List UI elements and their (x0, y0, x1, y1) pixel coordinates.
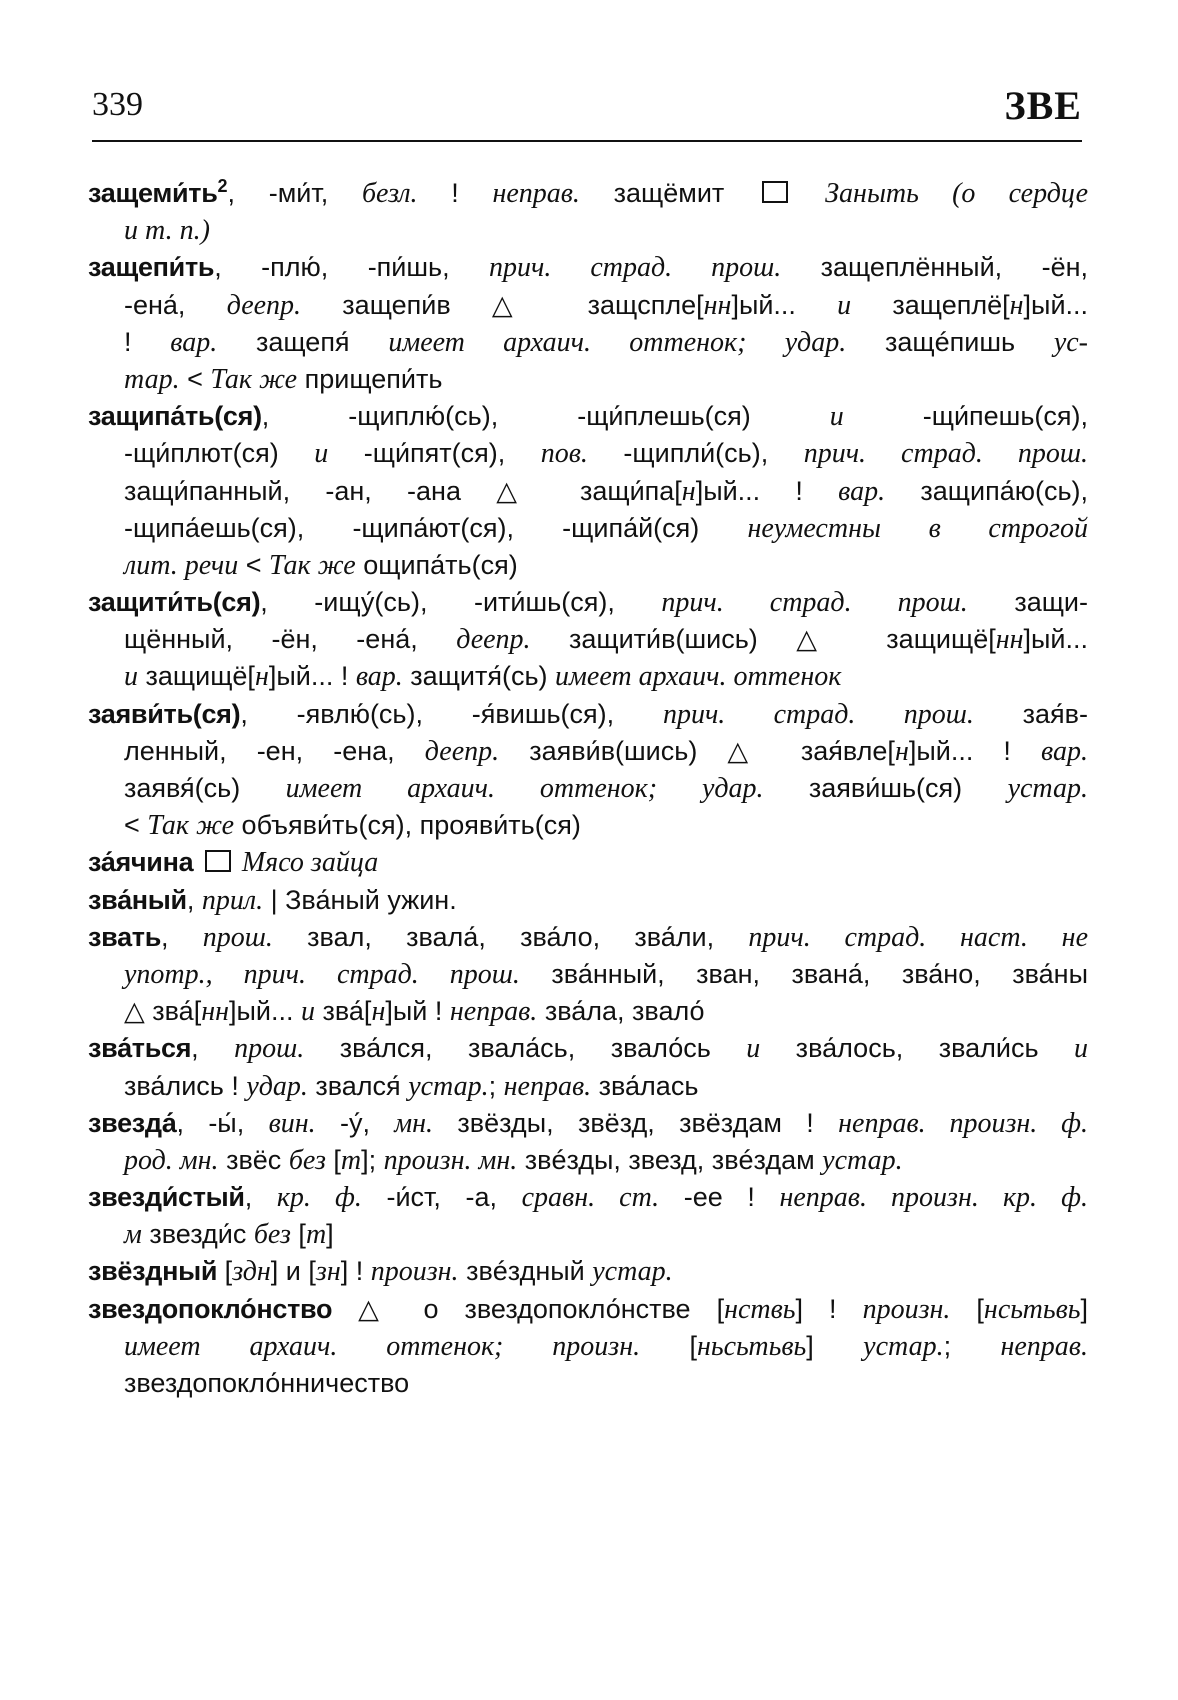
entry-text: -у́, (315, 1107, 395, 1138)
italic-note: здн (232, 1256, 271, 1288)
entry-text: -щи́пят(ся), (328, 438, 541, 469)
entry-text: ! (124, 326, 171, 357)
entry-text: звезди́с (141, 1219, 254, 1250)
italic-note: неправ. (492, 178, 580, 209)
italic-note: деепр. (226, 289, 302, 321)
definition-box-icon (205, 850, 231, 872)
entry-text (193, 847, 201, 877)
italic-note: т (305, 1219, 327, 1251)
entry-text: △ зва́[ (124, 996, 202, 1027)
entry-text: -ена́, (124, 289, 227, 320)
italic-note: вар. (838, 475, 886, 507)
entry-text: [ (950, 1293, 984, 1324)
italic-note: прил. (201, 884, 264, 916)
italic-note: устар. (1007, 773, 1088, 804)
entry-text: звался́ (307, 1070, 409, 1101)
italic-note: прич. страд. прош. (661, 587, 968, 619)
headword: защити́ть(ся) (88, 587, 261, 618)
headword: звезда́ (88, 1107, 177, 1138)
italic-note: прич. страд. наст. не (748, 921, 1088, 953)
italic-note: мн. (394, 1107, 434, 1139)
headword: зва́ться (88, 1033, 192, 1064)
entry-text: ] (806, 1330, 864, 1361)
dictionary-entry (88, 1105, 1088, 1179)
italic-note: нн (201, 996, 229, 1028)
italic-note: ус- (1053, 326, 1088, 358)
headword: зва́ный (88, 884, 187, 915)
italic-note: пов. (540, 438, 588, 470)
entry-continuation-line (88, 435, 1088, 472)
entry-continuation-line (88, 473, 1088, 510)
entry-text: защёмит (579, 178, 758, 208)
dictionary-entry (88, 1030, 1088, 1104)
italic-note: прич. страд. прош. (489, 252, 782, 284)
entry-text: , (191, 1033, 235, 1064)
entry-continuation-line (88, 733, 1088, 770)
entry-text: зая́в- (973, 698, 1088, 729)
entry-text: зва́[ (314, 996, 372, 1027)
entry-first-line (88, 919, 1088, 956)
homonym-index: 2 (217, 176, 228, 196)
dictionary-entry (88, 882, 1088, 919)
header-rule (92, 140, 1082, 142)
entry-continuation-line (88, 658, 1088, 695)
entry-text: защепи́в △ защсплe[ (301, 289, 704, 320)
headword: за́ячина (88, 847, 194, 878)
entry-continuation-line (88, 1068, 1088, 1105)
dictionary-entry (88, 1291, 1088, 1403)
dictionary-entry (88, 175, 1088, 249)
entry-text: звал, звала́, зва́ло, зва́ли, (272, 921, 749, 952)
entry-continuation-line (88, 993, 1088, 1030)
entry-first-line (88, 175, 1088, 212)
entry-text: ]ый... (228, 996, 301, 1027)
entry-text: защитя́(сь) (402, 661, 556, 692)
italic-note: и (124, 661, 138, 693)
entry-continuation-line (88, 547, 1088, 584)
entry-continuation-line (88, 1365, 1088, 1402)
italic-note: ньсьтьвь (696, 1330, 807, 1362)
italic-note: н (894, 735, 909, 767)
entry-first-line (88, 696, 1088, 733)
entry-text: звéзды, звезд, звéздам (517, 1144, 823, 1175)
italic-note: и (300, 996, 315, 1028)
italic-note: прош. (234, 1033, 305, 1065)
italic-note: и (837, 289, 852, 321)
running-head: ЗВЕ (1004, 83, 1082, 128)
entry-first-line (88, 1291, 1088, 1328)
italic-note: имеет архаич. оттенок (555, 661, 842, 693)
entry-text: заявя́(сь) (124, 773, 286, 803)
entry-text: , -ми́т, (227, 178, 362, 208)
entry-continuation-line (88, 1328, 1088, 1365)
entry-text: [ (290, 1219, 306, 1250)
italic-note: вар. (355, 661, 403, 693)
italic-note: тар. (124, 363, 180, 395)
entry-first-line (88, 1030, 1088, 1067)
entry-text: зва́лся, звала́сь, звало́сь (304, 1033, 747, 1064)
italic-note: имеет архаич. оттенок; удар. (285, 773, 764, 804)
italic-note: и (746, 1033, 761, 1065)
entry-text: звёс (218, 1144, 289, 1175)
italic-note: устар. (863, 1330, 944, 1362)
entry-text: , (161, 921, 203, 952)
italic-note: Заныть (о сердце (791, 178, 1088, 209)
entry-first-line (88, 882, 1088, 919)
entry-continuation-line (88, 510, 1088, 547)
italic-note: без (288, 1144, 326, 1176)
entry-text: защепя́ (217, 326, 389, 357)
entry-text: защеплённый, -ён, (781, 252, 1088, 283)
entry-text: ]ый... ! (268, 661, 356, 692)
italic-note: кр. ф. (276, 1182, 362, 1214)
entry-text: ]ый ! (385, 996, 450, 1027)
entry-text: [ (217, 1256, 233, 1287)
italic-note: устар. (822, 1144, 903, 1176)
entry-text: ]ый... (731, 289, 838, 320)
italic-note: неуместны в строгой (747, 512, 1088, 544)
italic-note: сравн. ст. (521, 1182, 660, 1214)
italic-note: имеет архаич. оттенок; произн. (124, 1330, 641, 1362)
entry-text: звездопокло́нничество (124, 1368, 410, 1398)
entry-text: ощипа́ть(ся) (355, 549, 518, 580)
italic-note: и (1074, 1033, 1088, 1065)
italic-note: Так же (268, 549, 356, 581)
entry-text: , -щиплю́(сь), -щи́плешь(ся) (261, 401, 830, 432)
italic-note: нствь (724, 1293, 796, 1325)
entry-text: , -ы́, (176, 1107, 269, 1138)
entry-text: звёзды, звёзд, звёздам ! (433, 1107, 839, 1138)
italic-note: прош. (202, 921, 273, 953)
entry-text: ; (488, 1070, 504, 1101)
entries-list (88, 175, 1088, 1402)
entry-text: ]ый... (1023, 624, 1089, 655)
italic-note: м (124, 1219, 142, 1251)
page-header (92, 82, 1082, 142)
entry-text: -щи́пешь(ся), (843, 401, 1088, 432)
italic-note: нсьтьвь (983, 1293, 1081, 1325)
italic-note: н (1009, 289, 1024, 321)
italic-note: вар. (1041, 735, 1089, 767)
dictionary-entry (88, 398, 1088, 584)
entry-text: , (244, 1182, 277, 1213)
entry-text: звéздный (458, 1256, 593, 1287)
entry-text: защи- (967, 587, 1089, 618)
italic-note: произн. (862, 1293, 951, 1325)
entry-continuation-line (88, 770, 1088, 807)
entry-text: защи́панный, -ан, -ана △ защи́па[ (124, 475, 682, 506)
dictionary-entry (88, 584, 1088, 696)
italic-note: Так же (210, 363, 298, 395)
entry-continuation-line (88, 956, 1088, 993)
italic-note: нн (995, 624, 1024, 656)
entry-text: < (238, 549, 269, 580)
entry-text: , -плю́, -пи́шь, (214, 252, 490, 283)
italic-note: зн (315, 1256, 341, 1288)
italic-note: без (253, 1219, 291, 1251)
entry-text: защéпишь (846, 326, 1054, 357)
entry-first-line (88, 398, 1088, 435)
italic-note: н (371, 996, 386, 1028)
entry-text: ]ый... (1023, 289, 1089, 320)
italic-note: и т. п.) (124, 215, 210, 247)
italic-note: прич. страд. прош. (803, 438, 1088, 470)
entry-text: щённый, -ён, -ена́, (124, 624, 457, 655)
entry-text: зва́лась (591, 1070, 699, 1101)
entry-text: защеплё[ (851, 289, 1010, 320)
entry-text: | Зва́ный ужин. (263, 884, 457, 915)
italic-note: неправ. произн. ф. (838, 1107, 1088, 1139)
italic-note: вар. (170, 326, 218, 358)
entry-text: △ о звездопокло́нстве [ (332, 1293, 725, 1324)
dictionary-entry (88, 249, 1088, 398)
dictionary-entry (88, 1253, 1088, 1290)
italic-note: употр., прич. страд. прош. (124, 958, 520, 990)
entry-text: ] ! (340, 1256, 371, 1287)
italic-note: устар. (408, 1070, 489, 1102)
dictionary-entry (88, 1179, 1088, 1253)
entry-continuation-line (88, 621, 1088, 658)
entry-text: зва́лись ! (124, 1070, 247, 1101)
headword: звезди́стый (88, 1182, 245, 1213)
italic-note: т (340, 1144, 362, 1176)
entry-text: -ее ! (659, 1182, 780, 1213)
entry-text: ]ый... ! (695, 475, 839, 506)
italic-note: н (681, 475, 696, 507)
entry-continuation-line (88, 1142, 1088, 1179)
entry-text: -и́ст, -а, (361, 1182, 522, 1213)
italic-note: деепр. (456, 624, 531, 656)
entry-text: ]; (361, 1144, 384, 1175)
entry-text: прищепи́ть (297, 363, 443, 394)
entry-continuation-line (88, 324, 1088, 361)
entry-text: ] и [ (270, 1256, 316, 1287)
italic-note: неправ. (1000, 1330, 1088, 1362)
italic-note: лит. речи (124, 549, 239, 581)
dictionary-entry (88, 919, 1088, 1031)
entry-text: -щи́плют(ся) (124, 438, 315, 469)
entry-text: , (186, 884, 202, 915)
italic-note: неправ. (449, 996, 538, 1028)
italic-note: нн (703, 289, 732, 321)
entry-text: зва́нный, зван, звана́, зва́но, зва́ны (519, 958, 1088, 989)
entry-text: , -ищу́(сь), -ити́шь(ся), (260, 587, 662, 618)
entry-continuation-line (88, 361, 1088, 398)
entry-text: [ (640, 1330, 697, 1361)
italic-note: удар. (246, 1070, 308, 1102)
entry-text: -щипа́ешь(ся), -щипа́ют(ся), -щипа́й(ся) (124, 512, 748, 543)
headword: звёздный (88, 1256, 218, 1287)
italic-note: имеет архаич. оттенок; удар. (388, 326, 847, 358)
entry-first-line (88, 249, 1088, 286)
italic-note: деепр. (424, 735, 500, 767)
italic-note: безл. (361, 178, 418, 209)
entry-text: защити́в(шись) △ защищё[ (530, 624, 996, 655)
italic-note: неправ. произн. кр. ф. (779, 1182, 1089, 1214)
entry-first-line (88, 1179, 1088, 1216)
entry-text: зва́лось, звали́сь (760, 1033, 1074, 1064)
italic-note: произн. (370, 1256, 459, 1288)
entry-text: < (179, 363, 211, 394)
headword: заяви́ть(ся) (88, 698, 241, 729)
entry-text: ; (943, 1330, 1001, 1361)
dictionary-entry (88, 844, 1088, 881)
entry-text: [ (325, 1144, 341, 1175)
entry-text: заяви́шь(ся) (763, 773, 1008, 803)
italic-note: прич. страд. прош. (662, 698, 974, 730)
entry-continuation-line (88, 287, 1088, 324)
entry-text: заяви́в(шись) △ зая́вле[ (499, 735, 895, 766)
dictionary-entry (88, 696, 1088, 845)
entry-text: ] ! (795, 1293, 863, 1324)
italic-note: род. мн. (124, 1144, 219, 1176)
entry-text: защипа́ю(сь), (885, 475, 1089, 506)
italic-note: устар. (592, 1256, 673, 1288)
italic-note: неправ. (503, 1070, 592, 1102)
headword: защепи́ть (88, 252, 215, 283)
entry-first-line (88, 1253, 1088, 1290)
entry-text: объяви́ть(ся), прояви́ть(ся) (234, 810, 581, 841)
headword: защеми́ть (88, 178, 218, 208)
headword: звездопокло́нство (88, 1293, 333, 1324)
entry-text: ] (1080, 1293, 1088, 1324)
entry-text: защищё[ (138, 661, 255, 692)
italic-note: и (314, 438, 329, 470)
entry-text: , -явлю́(сь), -я́вишь(ся), (240, 698, 663, 729)
entry-text: ]ый... ! (908, 735, 1042, 766)
headword: защипа́ть(ся) (88, 401, 262, 432)
entry-first-line (88, 1105, 1088, 1142)
entry-text: зва́ла, звало́ (537, 996, 705, 1027)
italic-note: Мясо зайца (234, 847, 379, 879)
italic-note: и (829, 401, 844, 433)
italic-note: вин. (268, 1107, 316, 1139)
italic-note: н (254, 661, 269, 693)
page-number: 339 (92, 86, 143, 123)
entry-continuation-line (88, 212, 1088, 249)
entry-text: ] (326, 1219, 334, 1250)
italic-note: произн. мн. (383, 1144, 518, 1176)
italic-note: Так же (147, 810, 235, 842)
entry-continuation-line (88, 807, 1088, 844)
entry-text: -щипли́(сь), (587, 438, 804, 469)
entry-text: ! (417, 178, 493, 208)
entry-text: ленный, -ен, -ена, (124, 735, 425, 766)
entry-continuation-line (88, 1216, 1088, 1253)
definition-box-icon (762, 181, 788, 203)
entry-first-line (88, 844, 1088, 881)
headword: звать (88, 921, 162, 952)
entry-first-line (88, 584, 1088, 621)
entry-text: < (124, 810, 148, 841)
